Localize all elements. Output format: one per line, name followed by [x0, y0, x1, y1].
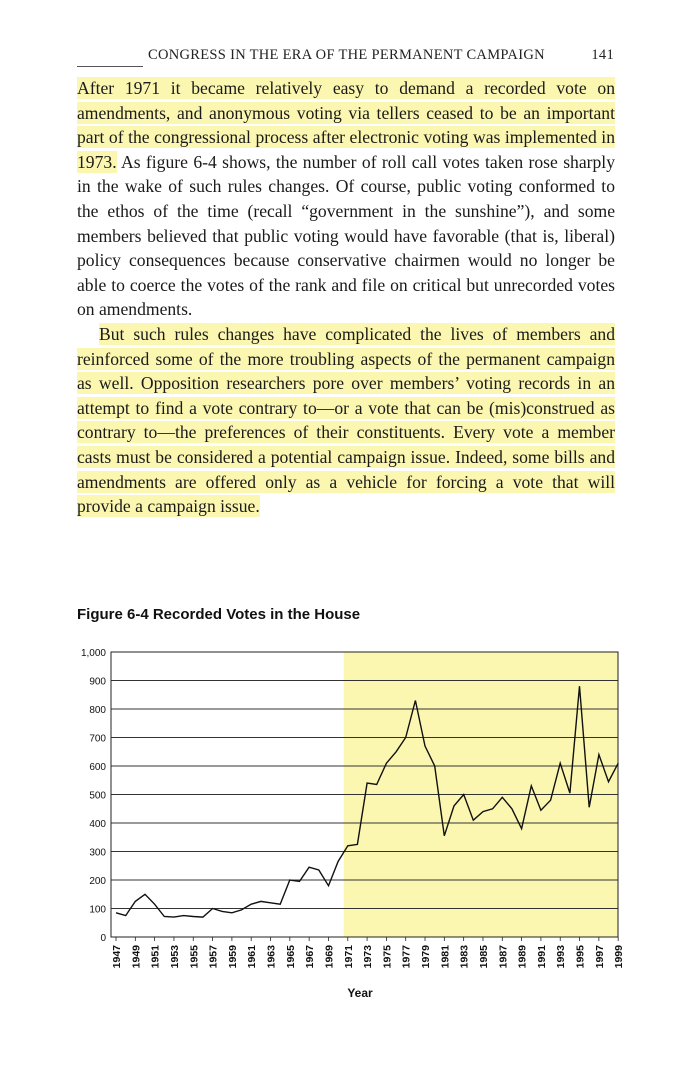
data-point: [144, 893, 146, 895]
y-tick-label: 500: [89, 790, 106, 802]
data-point: [308, 866, 310, 868]
highlighted-passage-1: After 1971 it became relatively easy to demand a recorded vote on amendments, and anonymous voting via tellers ceased to be an important part of the congressional process after electronic voting was implemented in 1973.: [77, 78, 615, 172]
data-point: [549, 799, 551, 801]
x-axis-label: Year: [347, 986, 373, 1000]
data-point: [520, 828, 522, 830]
data-point: [366, 782, 368, 784]
data-point: [134, 900, 136, 902]
y-tick-label: 300: [89, 847, 106, 859]
data-point: [337, 860, 339, 862]
x-tick-label: 1971: [342, 945, 355, 969]
paragraph-2: [77, 322, 615, 519]
y-tick-label: 1,000: [80, 648, 106, 659]
data-point: [424, 745, 426, 747]
x-tick-label: 1967: [304, 945, 317, 969]
data-point: [279, 903, 281, 905]
data-point: [327, 885, 329, 887]
x-tick-label: 1987: [497, 945, 510, 969]
data-point: [260, 900, 262, 902]
x-tick-label: 1993: [555, 945, 568, 969]
data-point: [231, 912, 233, 914]
data-point: [530, 785, 532, 787]
data-point: [376, 783, 378, 785]
x-tick-label: 1961: [246, 945, 259, 969]
data-point: [173, 916, 175, 918]
data-point: [211, 907, 213, 909]
data-point: [289, 879, 291, 881]
x-tick-label: 1949: [130, 945, 143, 969]
x-tick-label: 1959: [226, 945, 239, 969]
x-tick-label: 1981: [439, 945, 452, 969]
page-number: 141: [591, 47, 614, 63]
y-tick-label: 100: [89, 904, 106, 916]
data-point: [115, 912, 117, 914]
x-tick-label: 1985: [477, 945, 490, 969]
paragraph-1-text: As figure 6-4 shows, the number of roll call votes taken rose sharply in the wake of such rules changes. Of course, public voting conformed to the ethos of the time (recall “government in the sunshine”), and some members believed that public voting would have favorable (that is, liberal) policy consequences because conservative chairmen would no longer be able to coerce the votes of the rank and file on critical but unrecorded votes on amendments.: [77, 151, 615, 320]
x-tick-label: 1975: [381, 945, 394, 969]
data-point: [578, 685, 580, 687]
data-point: [124, 914, 126, 916]
data-point: [472, 819, 474, 821]
recorded-votes-chart: [0, 630, 687, 1010]
y-tick-label: 900: [89, 676, 106, 688]
data-point: [318, 869, 320, 871]
data-point: [607, 780, 609, 782]
data-point: [163, 915, 165, 917]
x-tick-label: 1991: [535, 945, 548, 969]
data-point: [395, 751, 397, 753]
data-point: [347, 845, 349, 847]
highlighted-passage-2: But such rules changes have complicated the lives of members and reinforced some of the more troubling aspects of the permanent campaign as well. Opposition researchers pore over members’ voting records in an attempt to find a vote contrary to—or a vote that can be (mis)construed as contrary to—the preferences of their constituents. Every vote a member casts must be considered a potential campaign issue. Indeed, some bills and amendments are offered only as a vehicle for forcing a vote that will provide a campaign issue.: [77, 323, 615, 517]
data-point: [153, 903, 155, 905]
figure-title: Figure 6-4 Recorded Votes in the House: [77, 606, 361, 623]
x-tick-label: 1955: [188, 945, 201, 969]
x-tick-label: 1969: [323, 945, 336, 969]
x-tick-label: 1989: [516, 945, 529, 969]
data-point: [433, 765, 435, 767]
x-tick-label: 1999: [613, 945, 626, 969]
data-point: [540, 809, 542, 811]
paragraph-1: [77, 76, 615, 322]
x-tick-label: 1953: [168, 945, 181, 969]
data-point: [511, 808, 513, 810]
data-point: [598, 753, 600, 755]
x-tick-label: 1997: [593, 945, 606, 969]
x-tick-label: 1979: [420, 945, 433, 969]
x-tick-label: 1995: [574, 945, 587, 969]
data-point: [443, 835, 445, 837]
running-head: [148, 47, 614, 64]
data-point: [569, 792, 571, 794]
data-point: [501, 796, 503, 798]
data-point: [356, 843, 358, 845]
data-point: [559, 762, 561, 764]
data-point: [588, 806, 590, 808]
data-point: [405, 736, 407, 738]
data-point: [269, 902, 271, 904]
y-tick-label: 0: [100, 933, 106, 944]
data-point: [617, 762, 619, 764]
x-tick-label: 1965: [284, 945, 297, 969]
data-point: [240, 909, 242, 911]
data-point: [250, 903, 252, 905]
body-text: [77, 76, 615, 519]
data-point: [385, 762, 387, 764]
data-point: [192, 915, 194, 917]
x-tick-label: 1973: [362, 945, 375, 969]
x-tick-label: 1977: [400, 945, 413, 969]
x-tick-label: 1963: [265, 945, 278, 969]
x-tick-label: 1957: [207, 945, 220, 969]
y-tick-label: 700: [89, 733, 106, 745]
x-tick-label: 1951: [149, 945, 162, 969]
running-head-rule: [77, 66, 143, 67]
y-tick-label: 600: [89, 762, 106, 773]
x-tick-label: 1983: [458, 945, 471, 969]
x-tick-label: 1947: [111, 945, 123, 969]
data-point: [414, 699, 416, 701]
data-point: [453, 805, 455, 807]
data-point: [482, 810, 484, 812]
y-tick-label: 200: [89, 876, 106, 887]
y-tick-label: 400: [89, 819, 106, 830]
data-point: [221, 910, 223, 912]
y-tick-label: 800: [89, 705, 106, 716]
running-head-title: CONGRESS IN THE ERA OF THE PERMANENT CAMPAIGN: [148, 47, 545, 63]
data-point: [202, 916, 204, 918]
data-point: [491, 808, 493, 810]
data-point: [462, 793, 464, 795]
data-point: [298, 880, 300, 882]
data-point: [182, 914, 184, 916]
